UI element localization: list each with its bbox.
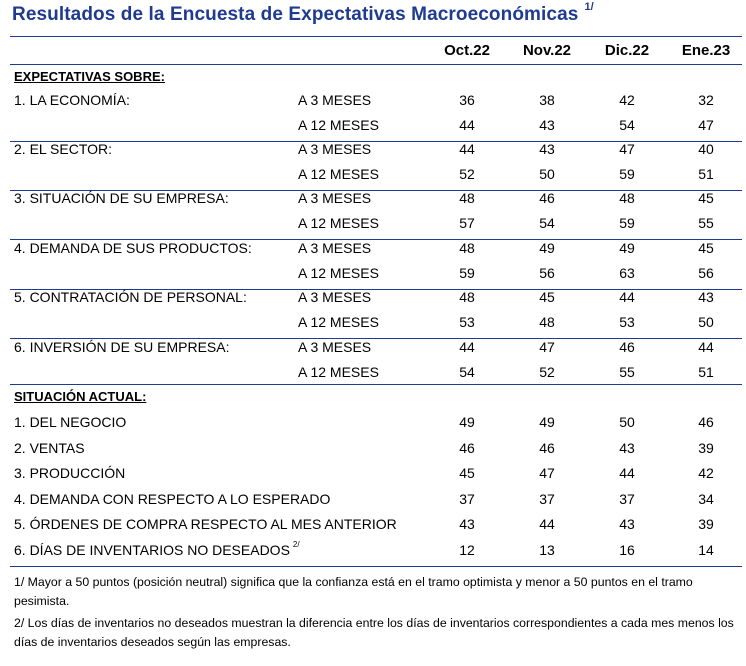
section-divider-rule	[10, 384, 742, 385]
table-row	[0, 339, 746, 363]
cell-value: 43	[539, 141, 555, 157]
cell-value: 37	[459, 490, 475, 507]
cell-value: 49	[619, 240, 635, 256]
cell-value: 46	[459, 439, 475, 456]
row-label: 6. INVERSIÓN DE SU EMPRESA:	[14, 339, 230, 355]
table-row	[0, 190, 746, 214]
row-label-text: 3. PRODUCCIÓN	[14, 465, 126, 482]
row-label	[14, 542, 300, 558]
cell-value: 12	[459, 542, 475, 558]
cell-value: 43	[459, 516, 475, 533]
table-row	[0, 215, 746, 239]
horizon-label: A 3 MESES	[298, 339, 372, 355]
cell-value: 44	[459, 141, 475, 157]
cell-value: 37	[619, 490, 635, 507]
row-label: 2. EL SECTOR:	[14, 141, 113, 157]
cell-value: 55	[619, 363, 635, 380]
cell-value: 40	[698, 141, 714, 157]
table-row	[0, 516, 746, 540]
horizon-label: A 3 MESES	[298, 141, 372, 157]
cell-value: 50	[619, 414, 635, 430]
cell-value: 53	[619, 313, 635, 330]
horizon-label: A 12 MESES	[298, 165, 379, 182]
horizon-label: A 3 MESES	[298, 289, 372, 305]
table-row	[0, 414, 746, 438]
cell-value: 36	[459, 92, 475, 108]
top-rule	[10, 36, 742, 37]
table-row	[0, 141, 746, 165]
horizon-label: A 12 MESES	[298, 264, 379, 281]
cell-value: 56	[698, 264, 714, 281]
cell-value: 50	[698, 313, 714, 330]
cell-value: 46	[619, 339, 635, 355]
cell-value: 44	[459, 116, 475, 133]
col-header-nov22: Nov.22	[522, 42, 572, 59]
row-label-text: 4. DEMANDA CON RESPECTO A LO ESPERADO	[14, 490, 331, 507]
cell-value: 43	[619, 439, 635, 456]
cell-value: 51	[698, 363, 714, 380]
horizon-label: A 12 MESES	[298, 363, 379, 380]
cell-value: 47	[698, 116, 714, 133]
horizon-label: A 12 MESES	[298, 116, 379, 133]
section-expectativas: EXPECTATIVAS SOBRE:	[14, 69, 165, 84]
row-label	[14, 491, 330, 507]
cell-value: 50	[539, 165, 555, 182]
cell-value: 45	[539, 289, 555, 305]
cell-value: 47	[619, 141, 635, 157]
cell-value: 43	[698, 289, 714, 305]
table-row	[0, 240, 746, 264]
horizon-label: A 3 MESES	[298, 190, 372, 206]
cell-value: 14	[698, 542, 714, 558]
cell-value: 59	[619, 214, 635, 231]
page-title	[12, 1, 594, 26]
cell-value: 49	[459, 414, 475, 430]
footnote-2: 2/ Los días de inventarios no deseados muestran la diferencia entre los días de inventarios correspondientes a cada mes menos los días de inventarios deseados según las empresas.	[14, 616, 734, 649]
cell-value: 48	[459, 289, 475, 305]
cell-value: 46	[539, 439, 555, 456]
cell-value: 38	[539, 92, 555, 108]
cell-value: 47	[539, 465, 555, 482]
row-label-text: 1. DEL NEGOCIO	[14, 414, 127, 430]
cell-value: 45	[698, 190, 714, 206]
cell-value: 54	[539, 214, 555, 231]
table-row	[0, 166, 746, 190]
col-header-oct22: Oct.22	[444, 42, 490, 59]
cell-value: 45	[459, 465, 475, 482]
cell-value: 42	[698, 465, 714, 482]
col-header-ene23: Ene.23	[681, 42, 731, 59]
row-label-text: 2. VENTAS	[14, 439, 85, 456]
row-label	[14, 440, 85, 456]
row-label: 3. SITUACIÓN DE SU EMPRESA:	[14, 190, 229, 206]
cell-value: 54	[459, 363, 475, 380]
cell-value: 39	[698, 516, 714, 533]
title-footnote-ref: 1/	[584, 1, 594, 13]
table-row	[0, 265, 746, 289]
cell-value: 55	[698, 214, 714, 231]
table-row	[0, 440, 746, 464]
section-actual: SITUACIÓN ACTUAL:	[14, 389, 147, 404]
row-label: 5. CONTRATACIÓN DE PERSONAL:	[14, 289, 247, 305]
title-text: Resultados de la Encuesta de Expectativas Macroeconómicas	[12, 4, 579, 25]
horizon-label: A 3 MESES	[298, 92, 372, 108]
cell-value: 44	[698, 339, 714, 355]
table-row	[0, 92, 746, 116]
cell-value: 48	[459, 240, 475, 256]
cell-value: 63	[619, 264, 635, 281]
cell-value: 43	[539, 116, 555, 133]
cell-value: 49	[539, 414, 555, 430]
bottom-rule	[10, 566, 742, 567]
cell-value: 59	[459, 264, 475, 281]
cell-value: 47	[539, 339, 555, 355]
cell-value: 37	[539, 490, 555, 507]
cell-value: 52	[459, 165, 475, 182]
cell-value: 44	[459, 339, 475, 355]
table-row	[0, 491, 746, 515]
cell-value: 45	[698, 240, 714, 256]
cell-value: 48	[619, 190, 635, 206]
row-label: 1. LA ECONOMÍA:	[14, 92, 130, 108]
cell-value: 52	[539, 363, 555, 380]
cell-value: 44	[619, 289, 635, 305]
cell-value: 43	[619, 516, 635, 533]
cell-value: 34	[698, 490, 714, 507]
table-row	[0, 542, 746, 566]
cell-value: 13	[539, 542, 555, 558]
table-row	[0, 465, 746, 489]
row-label-text: 6. DÍAS DE INVENTARIOS NO DESEADOS	[14, 542, 290, 558]
row-label	[14, 516, 397, 532]
table-row	[0, 117, 746, 141]
row-label	[14, 414, 126, 430]
col-header-dic22: Dic.22	[604, 42, 650, 59]
cell-value: 57	[459, 214, 475, 231]
cell-value: 46	[539, 190, 555, 206]
footnote-1: 1/ Mayor a 50 puntos (posición neutral) significa que la confianza está en el tramo optimista y menor a 50 puntos en el tramo pesimista.	[14, 575, 693, 608]
header-rule	[10, 64, 742, 65]
cell-value: 44	[619, 465, 635, 482]
horizon-label: A 12 MESES	[298, 313, 379, 330]
cell-value: 32	[698, 92, 714, 108]
cell-value: 54	[619, 116, 635, 133]
row-footnote-ref: 2/	[292, 540, 300, 549]
horizon-label: A 3 MESES	[298, 240, 372, 256]
cell-value: 44	[539, 516, 555, 533]
row-label	[14, 465, 125, 481]
cell-value: 59	[619, 165, 635, 182]
row-label-text: 5. ÓRDENES DE COMPRA RESPECTO AL MES ANTERIOR	[14, 516, 397, 533]
cell-value: 16	[619, 542, 635, 558]
cell-value: 46	[698, 414, 714, 430]
table-row	[0, 314, 746, 338]
cell-value: 53	[459, 313, 475, 330]
cell-value: 39	[698, 439, 714, 456]
cell-value: 56	[539, 264, 555, 281]
cell-value: 42	[619, 92, 635, 108]
cell-value: 48	[539, 313, 555, 330]
cell-value: 51	[698, 165, 714, 182]
cell-value: 48	[459, 190, 475, 206]
cell-value: 49	[539, 240, 555, 256]
table-row	[0, 289, 746, 313]
row-label: 4. DEMANDA DE SUS PRODUCTOS:	[14, 240, 252, 256]
horizon-label: A 12 MESES	[298, 214, 379, 231]
